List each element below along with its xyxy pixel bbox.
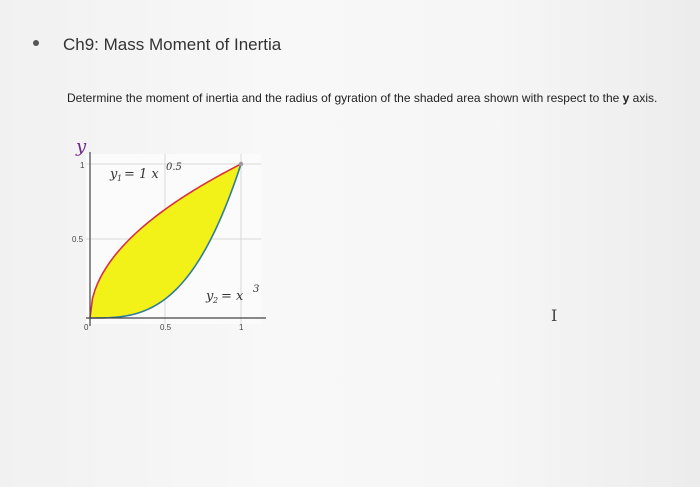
tick-x-0: 0 <box>84 323 89 332</box>
eq1-lhs: y <box>110 167 118 182</box>
eq2-rhs: = x <box>221 289 244 304</box>
text-cursor-icon: I <box>551 306 558 325</box>
tick-y-1: 1 <box>80 161 85 170</box>
y-axis-hand-label: y <box>76 136 87 157</box>
eq1-sub: 1 <box>117 174 123 183</box>
tick-y-0.5: 0.5 <box>72 235 84 244</box>
problem-statement <box>67 90 667 107</box>
problem-text-end: axis. <box>629 91 658 105</box>
tick-x-0.5: 0.5 <box>160 323 172 332</box>
eq2-exp: 3 <box>253 284 260 295</box>
intersection-point <box>239 162 243 166</box>
problem-text-axis: y <box>622 91 630 105</box>
eq1-exp: 0.5 <box>166 162 182 173</box>
bullet-point <box>33 40 39 46</box>
problem-text-start: Determine the moment of inertia and the radius of gyration of the shaded area shown with respect to the <box>67 91 623 105</box>
eq2-lhs: y <box>206 289 214 304</box>
eq1-rhs: = 1 x <box>124 167 159 182</box>
eq2-sub: 2 <box>213 296 219 305</box>
slide-title: Ch9: Mass Moment of Inertia <box>63 35 282 54</box>
area-figure <box>66 134 280 356</box>
tick-x-1: 1 <box>239 323 244 332</box>
